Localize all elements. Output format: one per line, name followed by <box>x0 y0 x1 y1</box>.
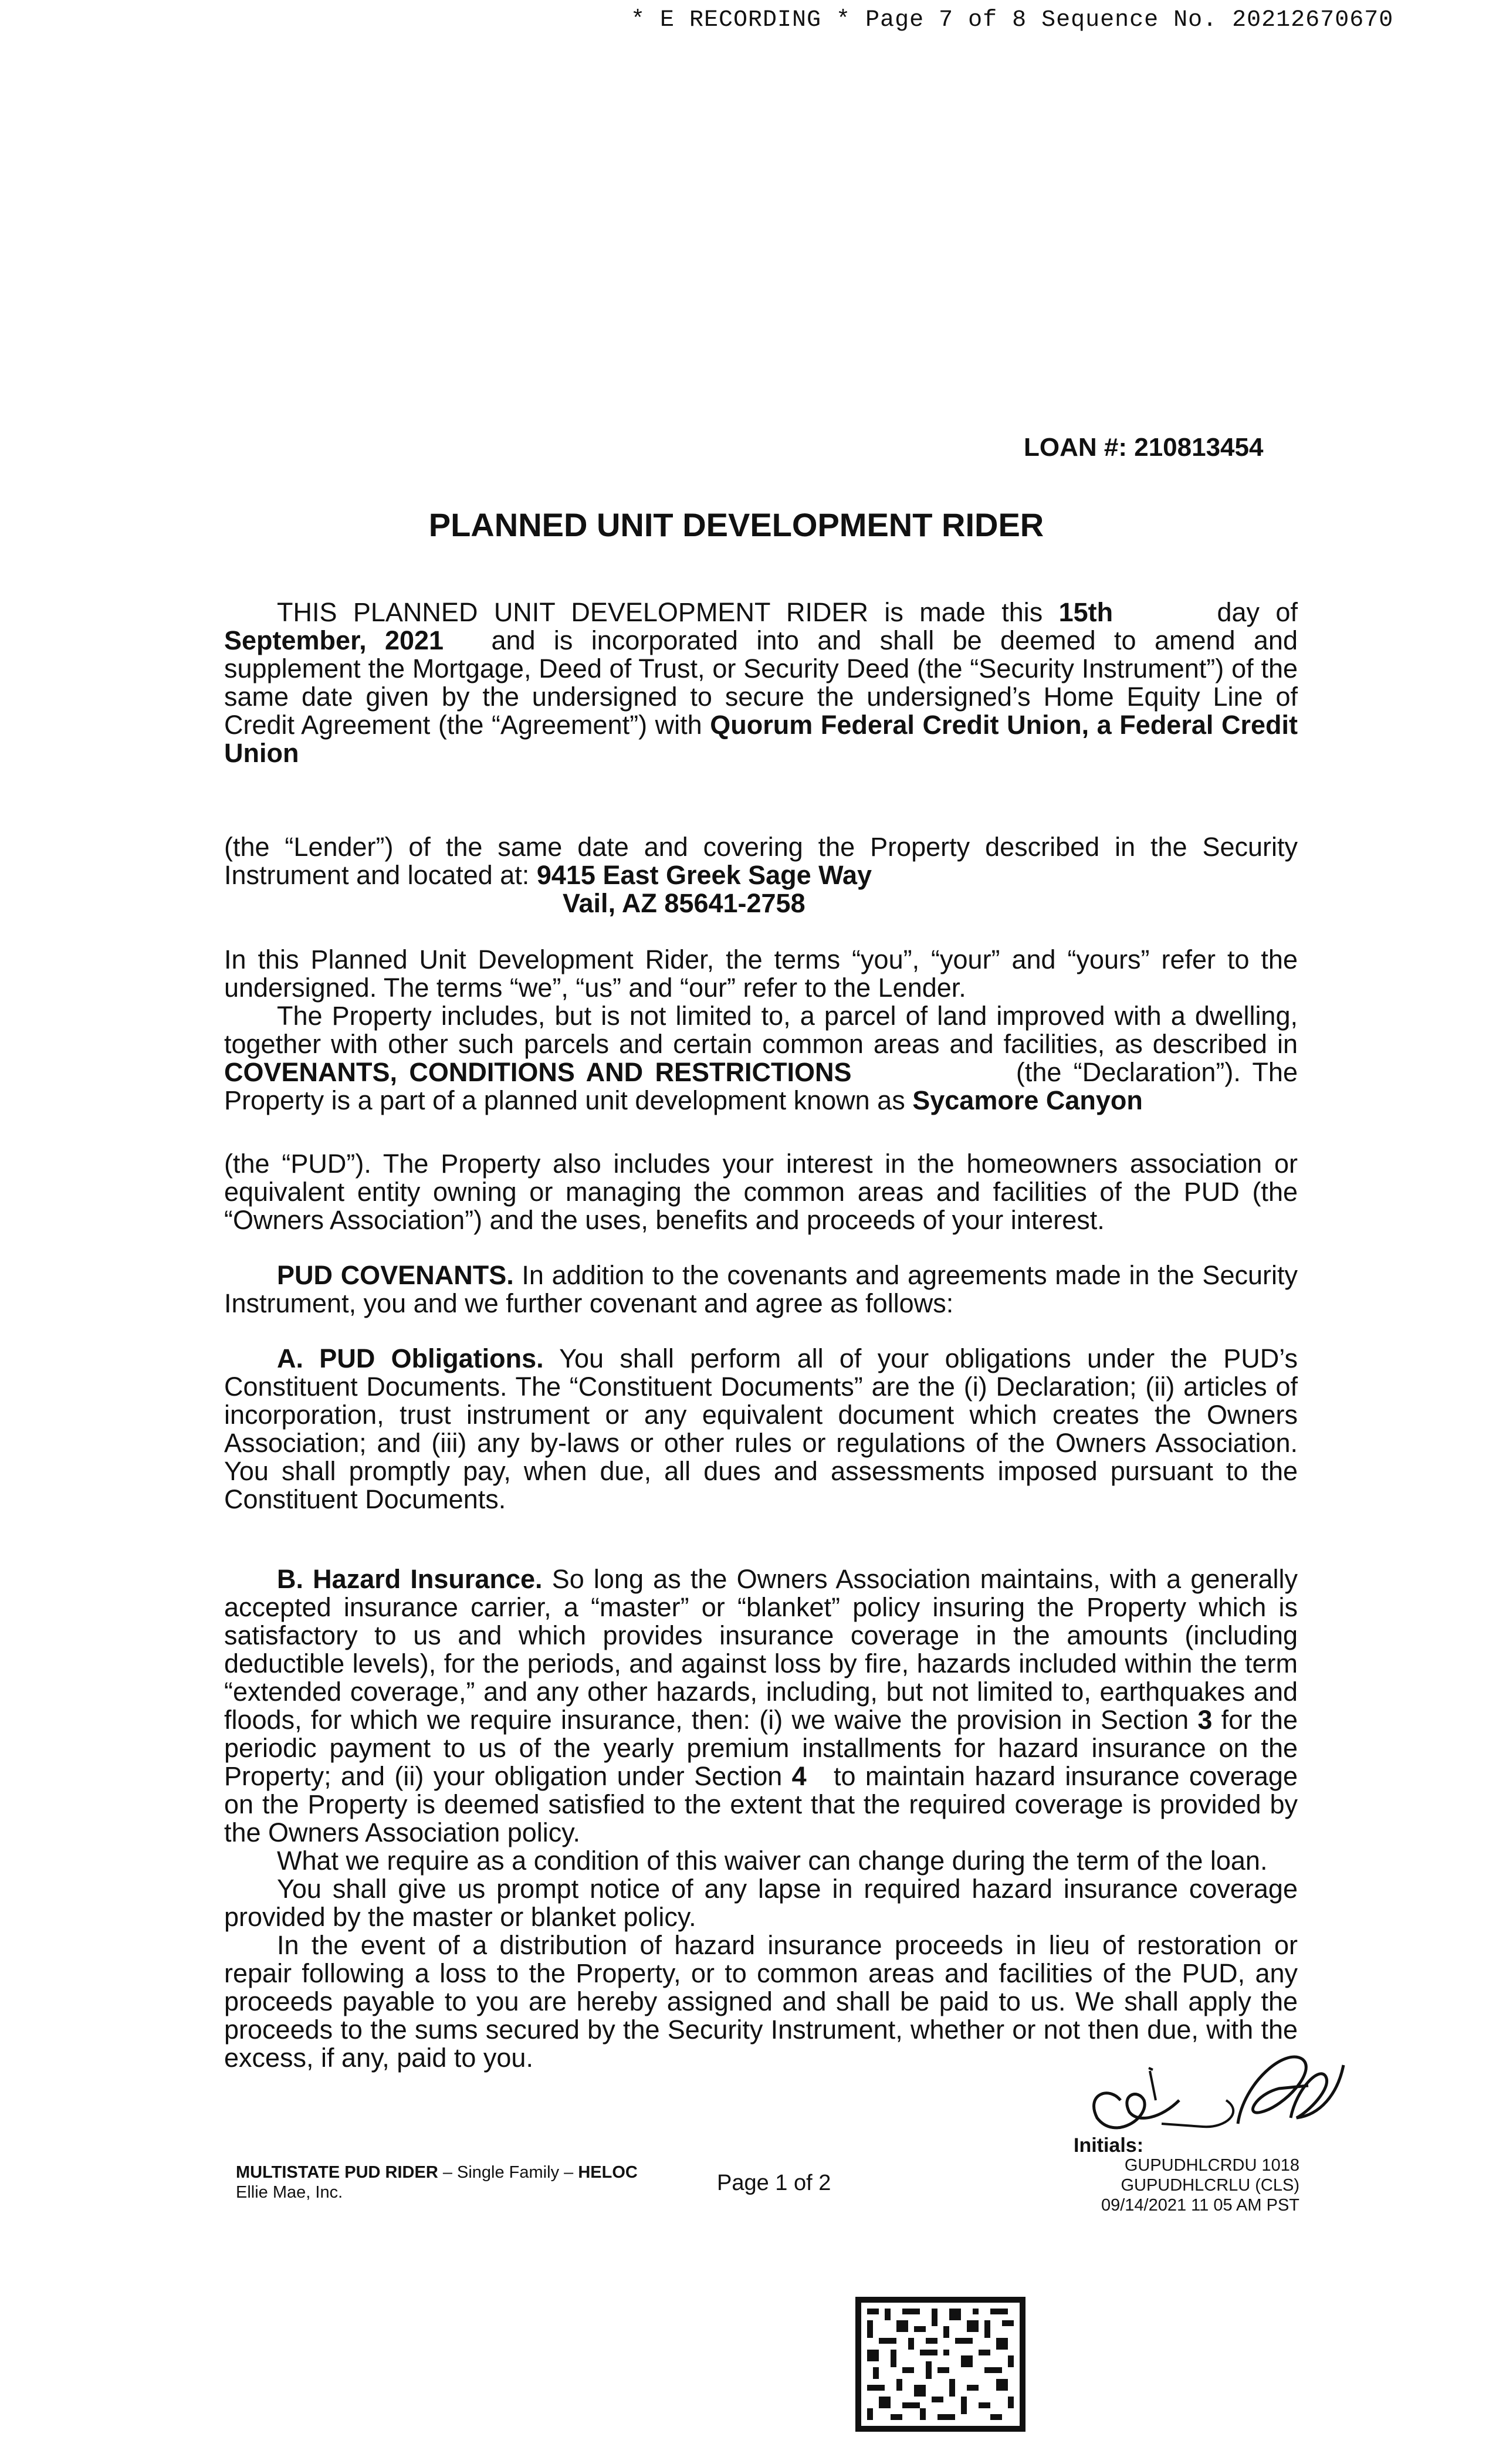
barcode-2d <box>855 2297 1025 2432</box>
lender-paragraph <box>224 833 1298 918</box>
covenants-paragraph <box>224 1261 1298 1318</box>
print-timestamp: 09/14/2021 11 05 AM PST <box>1101 2196 1299 2215</box>
form-identifier <box>236 2162 638 2202</box>
section-a-heading: A. PUD Obligations. <box>277 1343 544 1373</box>
terms-paragraph <box>224 946 1298 1002</box>
recording-header: * E RECORDING * Page 7 of 8 Sequence No. 20212670670 <box>631 7 1394 33</box>
section-a-text: You shall perform all of your obligations under the PUD’s Constituent Documents. The “Constituent Documents” are the (i) Declaration; (ii) articles of incorporation, trust instrument or any equivalent document which creates the Owners Association; and (iii) any by-laws or other rules or regulations of the Owners Association. You shall promptly pay, when due, all dues and assessments imposed pursuant to the Constituent Documents. <box>224 1343 1298 1514</box>
section-b-text-1: So long as the Owners Association maintains, with a generally accepted insurance carrier, a “master” or “blanket” policy insuring the Property which is satisfactory to us and which provides insurance coverage in the amounts (including deductible levels), for the periods, and against loss by fire, hazards included within the term “extended coverage,” and any other hazards, including, but not limited to, earthquakes and floods, for which we require insurance, then: (i) we waive the provision in Section <box>224 1564 1298 1735</box>
page-number: Page 1 of 2 <box>717 2171 831 2195</box>
loan-label: LOAN #: <box>1024 433 1127 462</box>
section-b <box>224 1565 1298 2072</box>
pud-paragraph <box>224 1150 1298 1234</box>
loan-value: 210813454 <box>1134 433 1264 462</box>
property-text-2: (the “Declaration”). The Property is a part of a planned unit development known as <box>224 1057 1298 1115</box>
form-name: MULTISTATE PUD RIDER <box>236 2163 438 2182</box>
intro-month-year: September, 2021 <box>224 625 444 655</box>
page-title: PLANNED UNIT DEVELOPMENT RIDER <box>428 506 1044 543</box>
section-b-waiver: What we require as a condition of this waiver can change during the term of the loan. <box>277 1846 1268 1876</box>
property-paragraph <box>224 1002 1298 1115</box>
covenants-text: In addition to the covenants and agreements made in the Security Instrument, you and we further covenant and agree as follows: <box>224 1260 1298 1318</box>
property-address-line2: Vail, AZ 85641-2758 <box>563 888 805 918</box>
pud-text: (the “PUD”). The Property also includes your interest in the homeowners association or equivalent entity owning or managing the common areas and facilities of the PUD (the “Owners Association”) and the uses, benefits and proceeds of your interest. <box>224 1149 1298 1235</box>
terms-text: In this Planned Unit Development Rider, the terms “you”, “your” and “yours” refer to the undersigned. The terms “we”, “us” and “our” refer to the Lender. <box>224 945 1298 1003</box>
intro-text-3: and is incorporated into and shall be deemed to amend and supplement the Mortgage, Deed of Trust, or Security Deed (the “Security Instrument”) of the same date given by the undersigned to secure the undersigned’s Home Equity Line of Credit Agreement (the “Agreement”) with <box>224 625 1298 740</box>
lender-text: (the “Lender”) of the same date and covering the Property described in the Security Instrument and located at: <box>224 832 1298 890</box>
section-b-heading: B. Hazard Insurance. <box>277 1564 543 1594</box>
initials-label: Initials: <box>1074 2134 1144 2157</box>
lender-name: Quorum Federal Credit Union, a Federal Credit Union <box>224 710 1298 768</box>
section-b-ref-2: 4 <box>791 1761 807 1791</box>
initials-block <box>1074 2135 1299 2215</box>
section-b-distribution: In the event of a distribution of hazard insurance proceeds in lieu of restoration or repair following a loss to the Property, or to common areas and facilities of the PUD, any proceeds payable to you are hereby assigned and shall be paid to us. We shall apply the proceeds to the sums secured by the Security Instrument, whether or not then due, with the excess, if any, paid to you. <box>224 1930 1298 2073</box>
section-b-notice: You shall give us prompt notice of any lapse in required hazard insurance coverage provided by the master or blanket policy. <box>224 1874 1298 1932</box>
declaration-name: COVENANTS, CONDITIONS AND RESTRICTIONS <box>224 1057 852 1087</box>
section-b-ref-1: 3 <box>1197 1705 1213 1735</box>
intro-text-2: day of <box>1217 597 1298 627</box>
intro-paragraph <box>224 598 1298 767</box>
publisher: Ellie Mae, Inc. <box>236 2183 343 2202</box>
loan-number <box>1024 433 1263 462</box>
property-text-1: The Property includes, but is not limited to, a parcel of land improved with a dwelling, together with other such parcels and certain common areas and facilities, as described in <box>224 1001 1298 1059</box>
form-type: HELOC <box>578 2163 638 2182</box>
form-desc: – Single Family – <box>438 2163 578 2182</box>
section-a <box>224 1345 1298 1514</box>
intro-day: 15th <box>1058 597 1113 627</box>
pud-name: Sycamore Canyon <box>912 1085 1143 1115</box>
intro-text-1: THIS PLANNED UNIT DEVELOPMENT RIDER is made this <box>277 597 1043 627</box>
section-b-text-2: for the periodic payment to us of the yearly premium installments for hazard insurance on the Property; and (ii) your obligation under Section <box>224 1705 1298 1791</box>
covenants-heading: PUD COVENANTS. <box>277 1260 514 1290</box>
form-code-1: GUPUDHLCRDU 1018 <box>1124 2156 1299 2175</box>
property-address-line1: 9415 East Greek Sage Way <box>536 860 872 890</box>
section-b-text-3: to maintain hazard insurance coverage on the Property is deemed satisfied to the extent that the required coverage is provided by the Owners Association policy. <box>224 1761 1298 1847</box>
form-code-2: GUPUDHLCRLU (CLS) <box>1121 2176 1299 2195</box>
